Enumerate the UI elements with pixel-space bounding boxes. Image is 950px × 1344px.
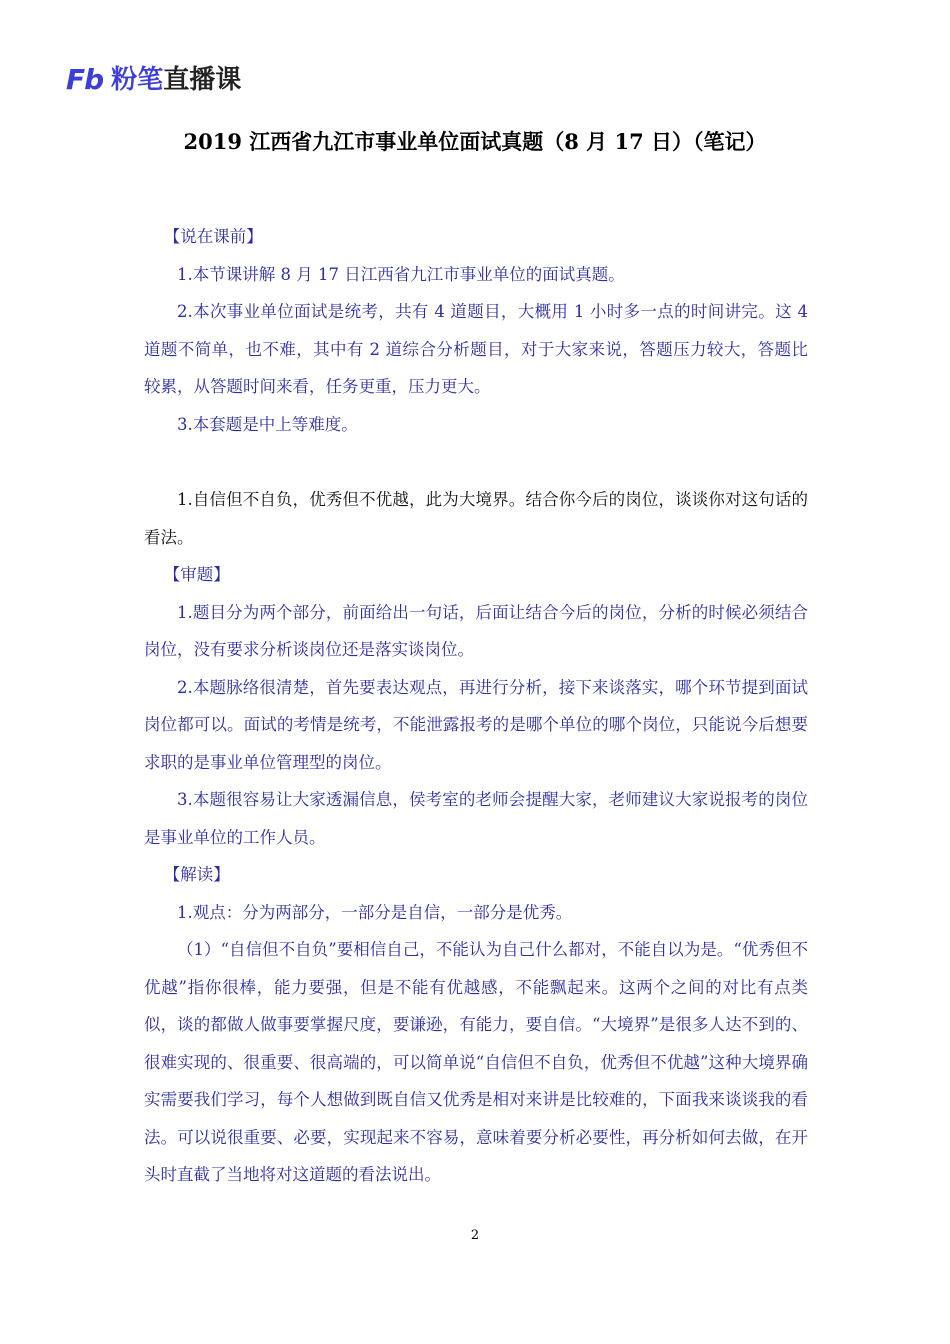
spacer	[144, 443, 808, 481]
intro-item-3: 3.本套题是中上等难度。	[177, 414, 358, 434]
document-body	[144, 218, 808, 1194]
fb-logo-mark: Fb	[66, 63, 104, 96]
analysis-item-1: 1.观点：分为两部分，一部分是自信，一部分是优秀。	[177, 902, 573, 922]
fenbi-logo	[66, 62, 241, 98]
review-item-3: 3.本题很容易让大家透漏信息，侯考室的老师会提醒大家，老师建议大家说报考的岗位是事业单位的工作人员。	[144, 790, 808, 847]
intro-heading: 【说在课前】	[163, 227, 263, 246]
logo-brand: 粉笔	[111, 65, 164, 95]
review-heading: 【审题】	[163, 565, 230, 584]
intro-item-2: 2.本次事业单位面试是统考，共有 4 道题目，大概用 1 小时多一点的时间讲完。这 4 道题不简单，也不难，其中有 2 道综合分析题目，对于大家来说，答题压力较大，答题比较累，从答题时间来看，任务更重，压力更大。	[144, 302, 808, 396]
analysis-item-2: （1）“自信但不自负”要相信自己，不能认为自己什么都对，不能自以为是。“优秀但不优越”指你很棒，能力要强，但是不能有优越感，不能飘起来。这两个之间的对比有点类似，谈的都做人做事要掌握尺度，要谦逊，有能力，要自信。“大境界”是很多人达不到的、很难实现的、很重要、很高端的，可以简单说“自信但不自负，优秀但不优越”这种大境界确实需要我们学习，每个人想做到既自信又优秀是相对来讲是比较难的，下面我来谈谈我的看法。可以说很重要、必要，实现起来不容易，意味着要分析必要性，再分析如何去做，在开头时直截了当地将对这道题的看法说出。	[144, 940, 808, 1184]
intro-item-1: 1.本节课讲解 8 月 17 日江西省九江市事业单位的面试真题。	[177, 264, 625, 284]
review-item-2: 2.本题脉络很清楚，首先要表达观点，再进行分析，接下来谈落实，哪个环节提到面试岗位都可以。面试的考情是统考，不能泄露报考的是哪个单位的哪个岗位，只能说今后想要求职的是事业单位管理型的岗位。	[144, 677, 808, 772]
document-title: 2019 江西省九江市事业单位面试真题（8 月 17 日）（笔记）	[183, 129, 767, 154]
question-1: 1.自信但不自负，优秀但不优越，此为大境界。结合你今后的岗位，谈谈你对这句话的看法。	[144, 490, 808, 547]
analysis-heading: 【解读】	[163, 865, 230, 884]
logo-product: 直播课	[163, 65, 242, 95]
logo-text	[111, 62, 241, 98]
page-number: 2	[470, 1228, 480, 1243]
review-item-1: 1.题目分为两个部分，前面给出一句话，后面让结合今后的岗位，分析的时候必须结合岗位，没有要求分析谈岗位还是落实谈岗位。	[144, 602, 808, 659]
